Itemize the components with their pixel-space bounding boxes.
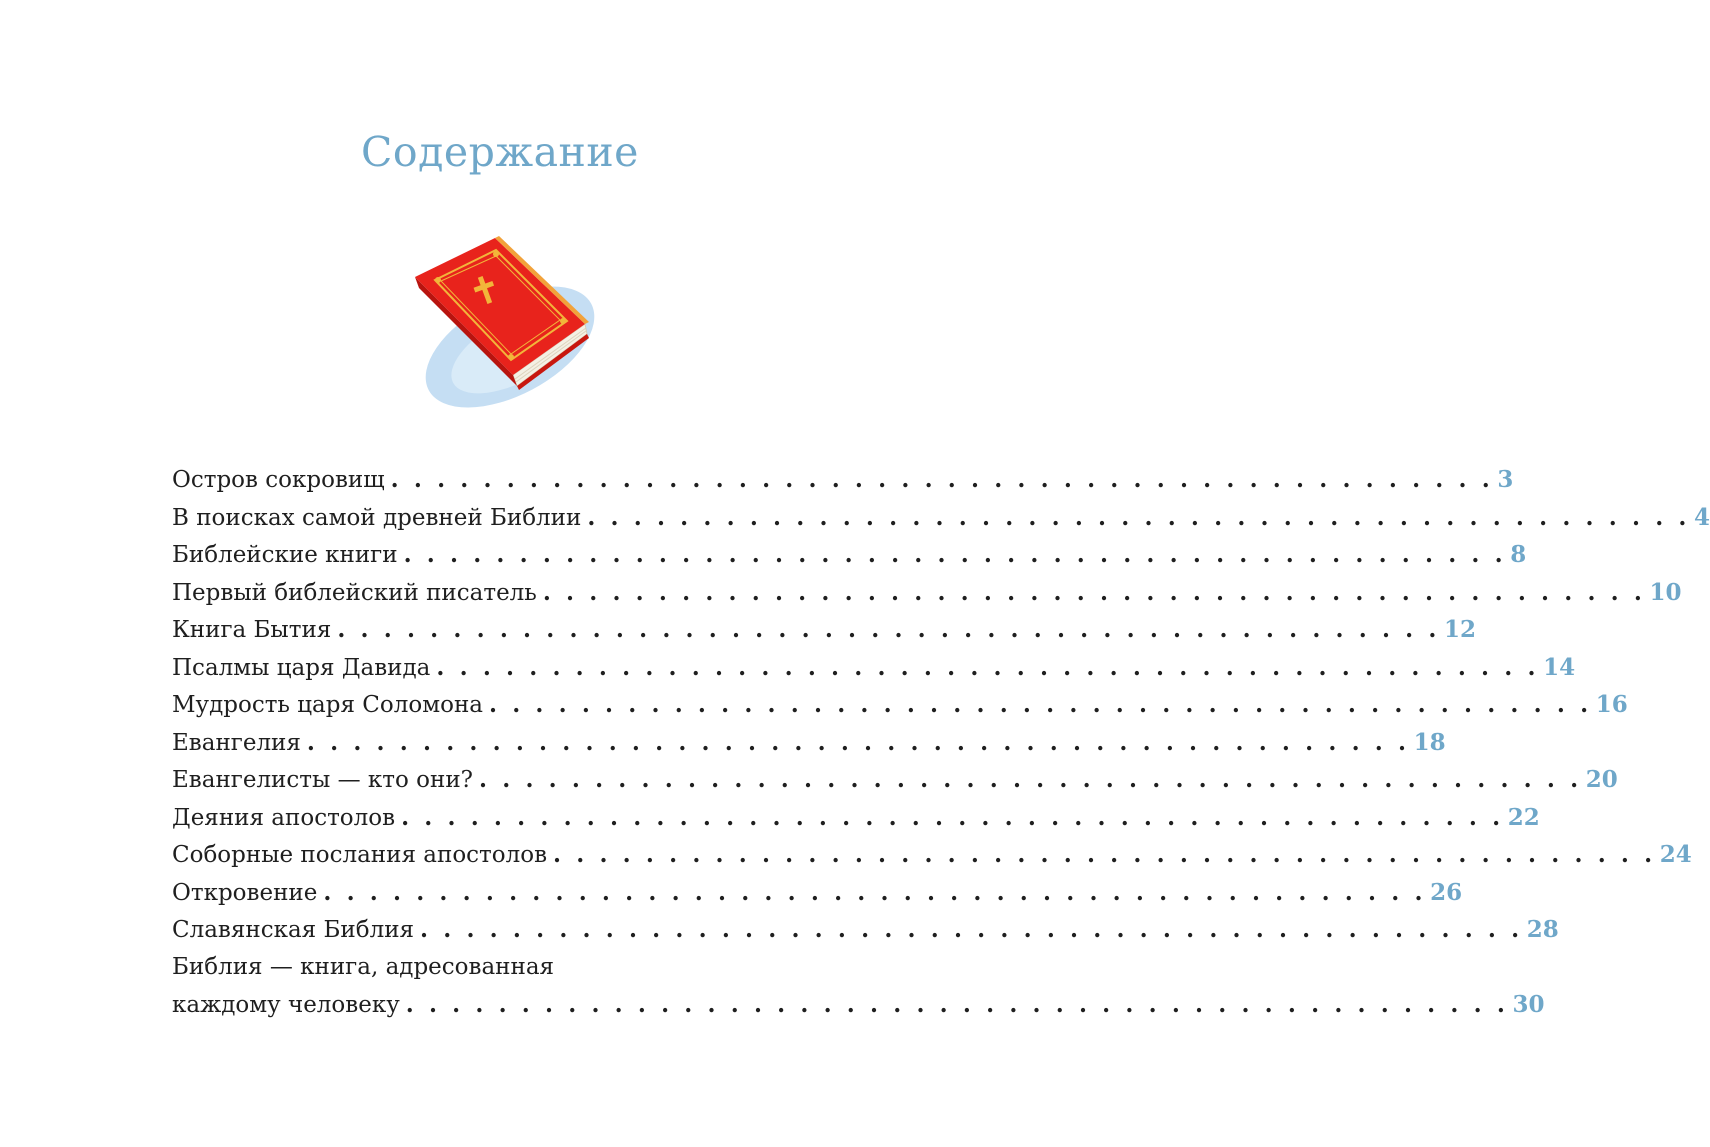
toc-entry-title: В поисках самой древней Библии: [172, 504, 582, 531]
toc-entry-page: 4: [1694, 503, 1710, 531]
toc-entry-page: 28: [1526, 916, 1559, 943]
toc-entry-title-line1: Библия — книга, адресованная: [172, 953, 555, 980]
dot-leader: . . . . . . . . . . . . . . . . . . . . . . . . . . . . . . . . . . . . . . . . . . . . . . . .: [405, 991, 1509, 1018]
dot-leader: . . . . . . . . . . . . . . . . . . . . . . . . . . . . . . . . . . . . . . . . . . . . . . . .: [337, 616, 1441, 643]
toc-entry-page: 20: [1585, 766, 1618, 793]
toc-entry[interactable]: [172, 724, 1446, 762]
toc-entry-title: Псалмы царя Давида: [172, 654, 431, 681]
toc-entry-title: Откровение: [172, 879, 318, 906]
toc-entry-page: 10: [1649, 578, 1682, 606]
dot-leader: . . . . . . . . . . . . . . . . . . . . . . . . . . . . . . . . . . . . . . . . . . . . . . . .: [306, 728, 1410, 756]
dot-leader: . . . . . . . . . . . . . . . . . . . . . . . . . . . . . . . . . . . . . . . . . . . . . . . .: [542, 578, 1646, 606]
dot-leader: . . . . . . . . . . . . . . . . . . . . . . . . . . . . . . . . . . . . . . . . . . . . . . . .: [401, 803, 1504, 831]
dot-leader: . . . . . . . . . . . . . . . . . . . . . . . . . . . . . . . . . . . . . . . . . . . . . . . .: [436, 653, 1540, 681]
dot-leader: . . . . . . . . . . . . . . . . . . . . . . . . . . . . . . . . . . . . . . . . . . . . . . . .: [488, 691, 1592, 718]
toc-entry-page: 24: [1659, 841, 1692, 868]
toc-entry[interactable]: [172, 799, 1540, 837]
toc-entry[interactable]: [172, 574, 1682, 612]
toc-entry-page: 18: [1413, 728, 1446, 756]
toc-entry-title: Соборные послания апостолов: [172, 842, 548, 868]
toc-entry-title: Деяния апостолов: [172, 804, 396, 831]
toc-entry[interactable]: [172, 686, 1628, 724]
toc-entry[interactable]: [172, 911, 1559, 949]
dot-leader: . . . . . . . . . . . . . . . . . . . . . . . . . . . . . . . . . . . . . . . . . . . . . . . .: [390, 466, 1494, 493]
toc-entry-page: 26: [1430, 878, 1463, 906]
toc-entry-page: 12: [1444, 616, 1477, 643]
page-title: Содержание: [361, 128, 639, 176]
toc-entry[interactable]: [172, 761, 1618, 799]
toc-entry-page: 14: [1543, 653, 1576, 681]
toc-entry[interactable]: [172, 611, 1477, 649]
dot-leader: . . . . . . . . . . . . . . . . . . . . . . . . . . . . . . . . . . . . . . . . . . . . . . . .: [323, 878, 1427, 906]
toc-entry-page: 30: [1512, 991, 1545, 1018]
dot-leader: . . . . . . . . . . . . . . . . . . . . . . . . . . . . . . . . . . . . . . . . . . . . . . . .: [403, 541, 1507, 568]
dot-leader: . . . . . . . . . . . . . . . . . . . . . . . . . . . . . . . . . . . . . . . . . . . . . . . .: [553, 841, 1656, 868]
toc-entry-page: 8: [1510, 541, 1527, 568]
toc-entry-title: Первый библейский писатель: [172, 579, 537, 606]
red-bible-book-icon: [405, 232, 600, 402]
toc-entry-last-line1[interactable]: [172, 949, 832, 987]
toc-entry[interactable]: [172, 499, 1710, 537]
toc-entry[interactable]: [172, 874, 1463, 912]
toc-entry-page: 16: [1595, 691, 1628, 718]
dot-leader: . . . . . . . . . . . . . . . . . . . . . . . . . . . . . . . . . . . . . . . . . . . . . . . .: [479, 766, 1582, 793]
dot-leader: . . . . . . . . . . . . . . . . . . . . . . . . . . . . . . . . . . . . . . . . . . . . . . . .: [587, 503, 1691, 531]
toc-entry-title: Мудрость царя Соломона: [172, 692, 483, 718]
toc-entry-last-line2[interactable]: [172, 986, 1545, 1024]
toc-entry-title: Библейские книги: [172, 542, 398, 568]
table-of-contents: [172, 461, 1710, 1024]
toc-entry[interactable]: [172, 461, 1514, 499]
toc-entry-title: Остров сокровищ: [172, 467, 385, 493]
toc-entry-title: Книга Бытия: [172, 617, 332, 643]
toc-entry-page: 22: [1507, 803, 1540, 831]
toc-entry[interactable]: [172, 649, 1576, 687]
toc-entry[interactable]: [172, 836, 1692, 874]
toc-entry-title: Славянская Библия: [172, 917, 415, 943]
toc-entry-title: Евангелия: [172, 729, 301, 756]
toc-entry-title-line2: каждому человеку: [172, 992, 400, 1018]
toc-entry-page: 3: [1497, 466, 1514, 493]
toc-entry[interactable]: [172, 536, 1527, 574]
dot-leader: . . . . . . . . . . . . . . . . . . . . . . . . . . . . . . . . . . . . . . . . . . . . . . . .: [420, 916, 1523, 943]
toc-entry-title: Евангелисты — кто они?: [172, 767, 474, 793]
